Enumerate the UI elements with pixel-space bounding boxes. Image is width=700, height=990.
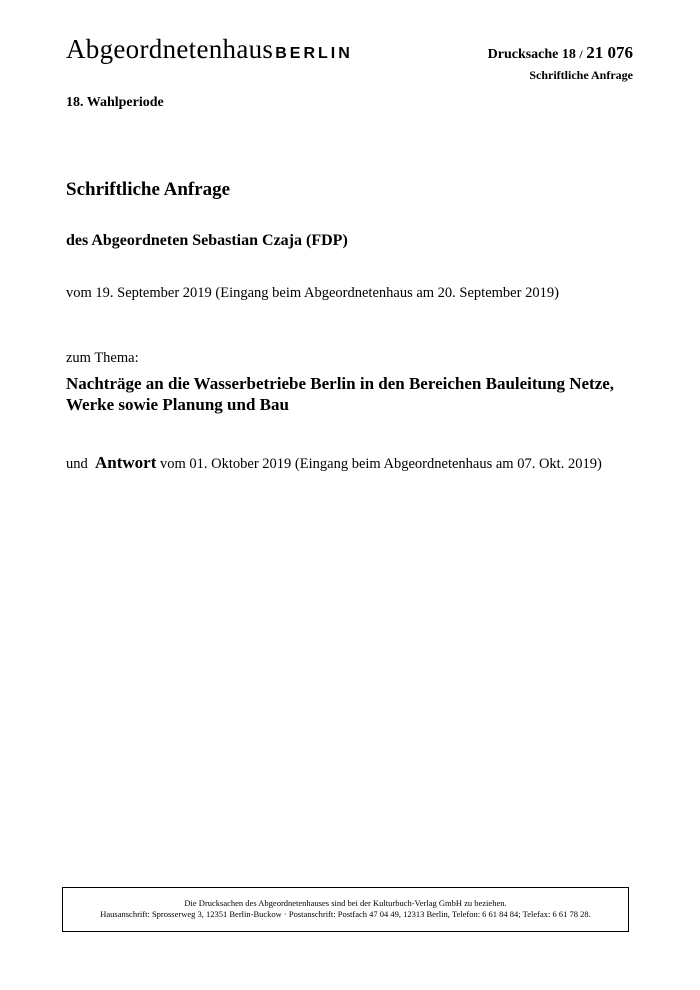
document-number-prefix: Drucksache 18 <box>487 47 576 62</box>
document-number <box>488 44 633 64</box>
answer-line <box>66 453 602 473</box>
footer-address: Hausanschrift: Sprosserweg 3, 12351 Berlin-Buckow · Postanschrift: Postfach 47 04 49, 12313 Berlin, Telefon: 6 61 84 84; Telefax: 6 61 78 28. <box>100 909 591 919</box>
topic-title: Nachträge an die Wasserbetriebe Berlin in den Bereichen Bauleitung Netze, Werke sowie Planung und Bau <box>66 374 615 414</box>
author-line: des Abgeordneten Sebastian Czaja (FDP) <box>66 232 348 249</box>
parliament-logo <box>66 36 353 63</box>
footer-box <box>62 887 629 932</box>
footer-distribution: Die Drucksachen des Abgeordnetenhauses sind bei der Kulturbuch-Verlag GmbH zu beziehen. <box>184 898 507 908</box>
answer-label: Antwort <box>95 453 157 472</box>
document-number-value: 21 076 <box>586 43 633 62</box>
logo-city: BERLIN <box>275 45 353 62</box>
logo-wordmark: Abgeordnetenhaus <box>66 34 274 64</box>
document-number-slash: / <box>579 47 583 61</box>
page-title: Schriftliche Anfrage <box>66 179 231 200</box>
answer-date: vom 01. Oktober 2019 (Eingang beim Abgeordnetenhaus am 07. Okt. 2019) <box>160 456 602 472</box>
answer-prefix: und <box>66 456 88 472</box>
topic-label: zum Thema: <box>66 350 139 366</box>
document-number-block <box>488 44 633 83</box>
document-type: Schriftliche Anfrage <box>529 68 633 82</box>
inquiry-date: vom 19. September 2019 (Eingang beim Abgeordnetenhaus am 20. September 2019) <box>66 285 559 301</box>
legislative-period: 18. Wahlperiode <box>66 95 164 110</box>
